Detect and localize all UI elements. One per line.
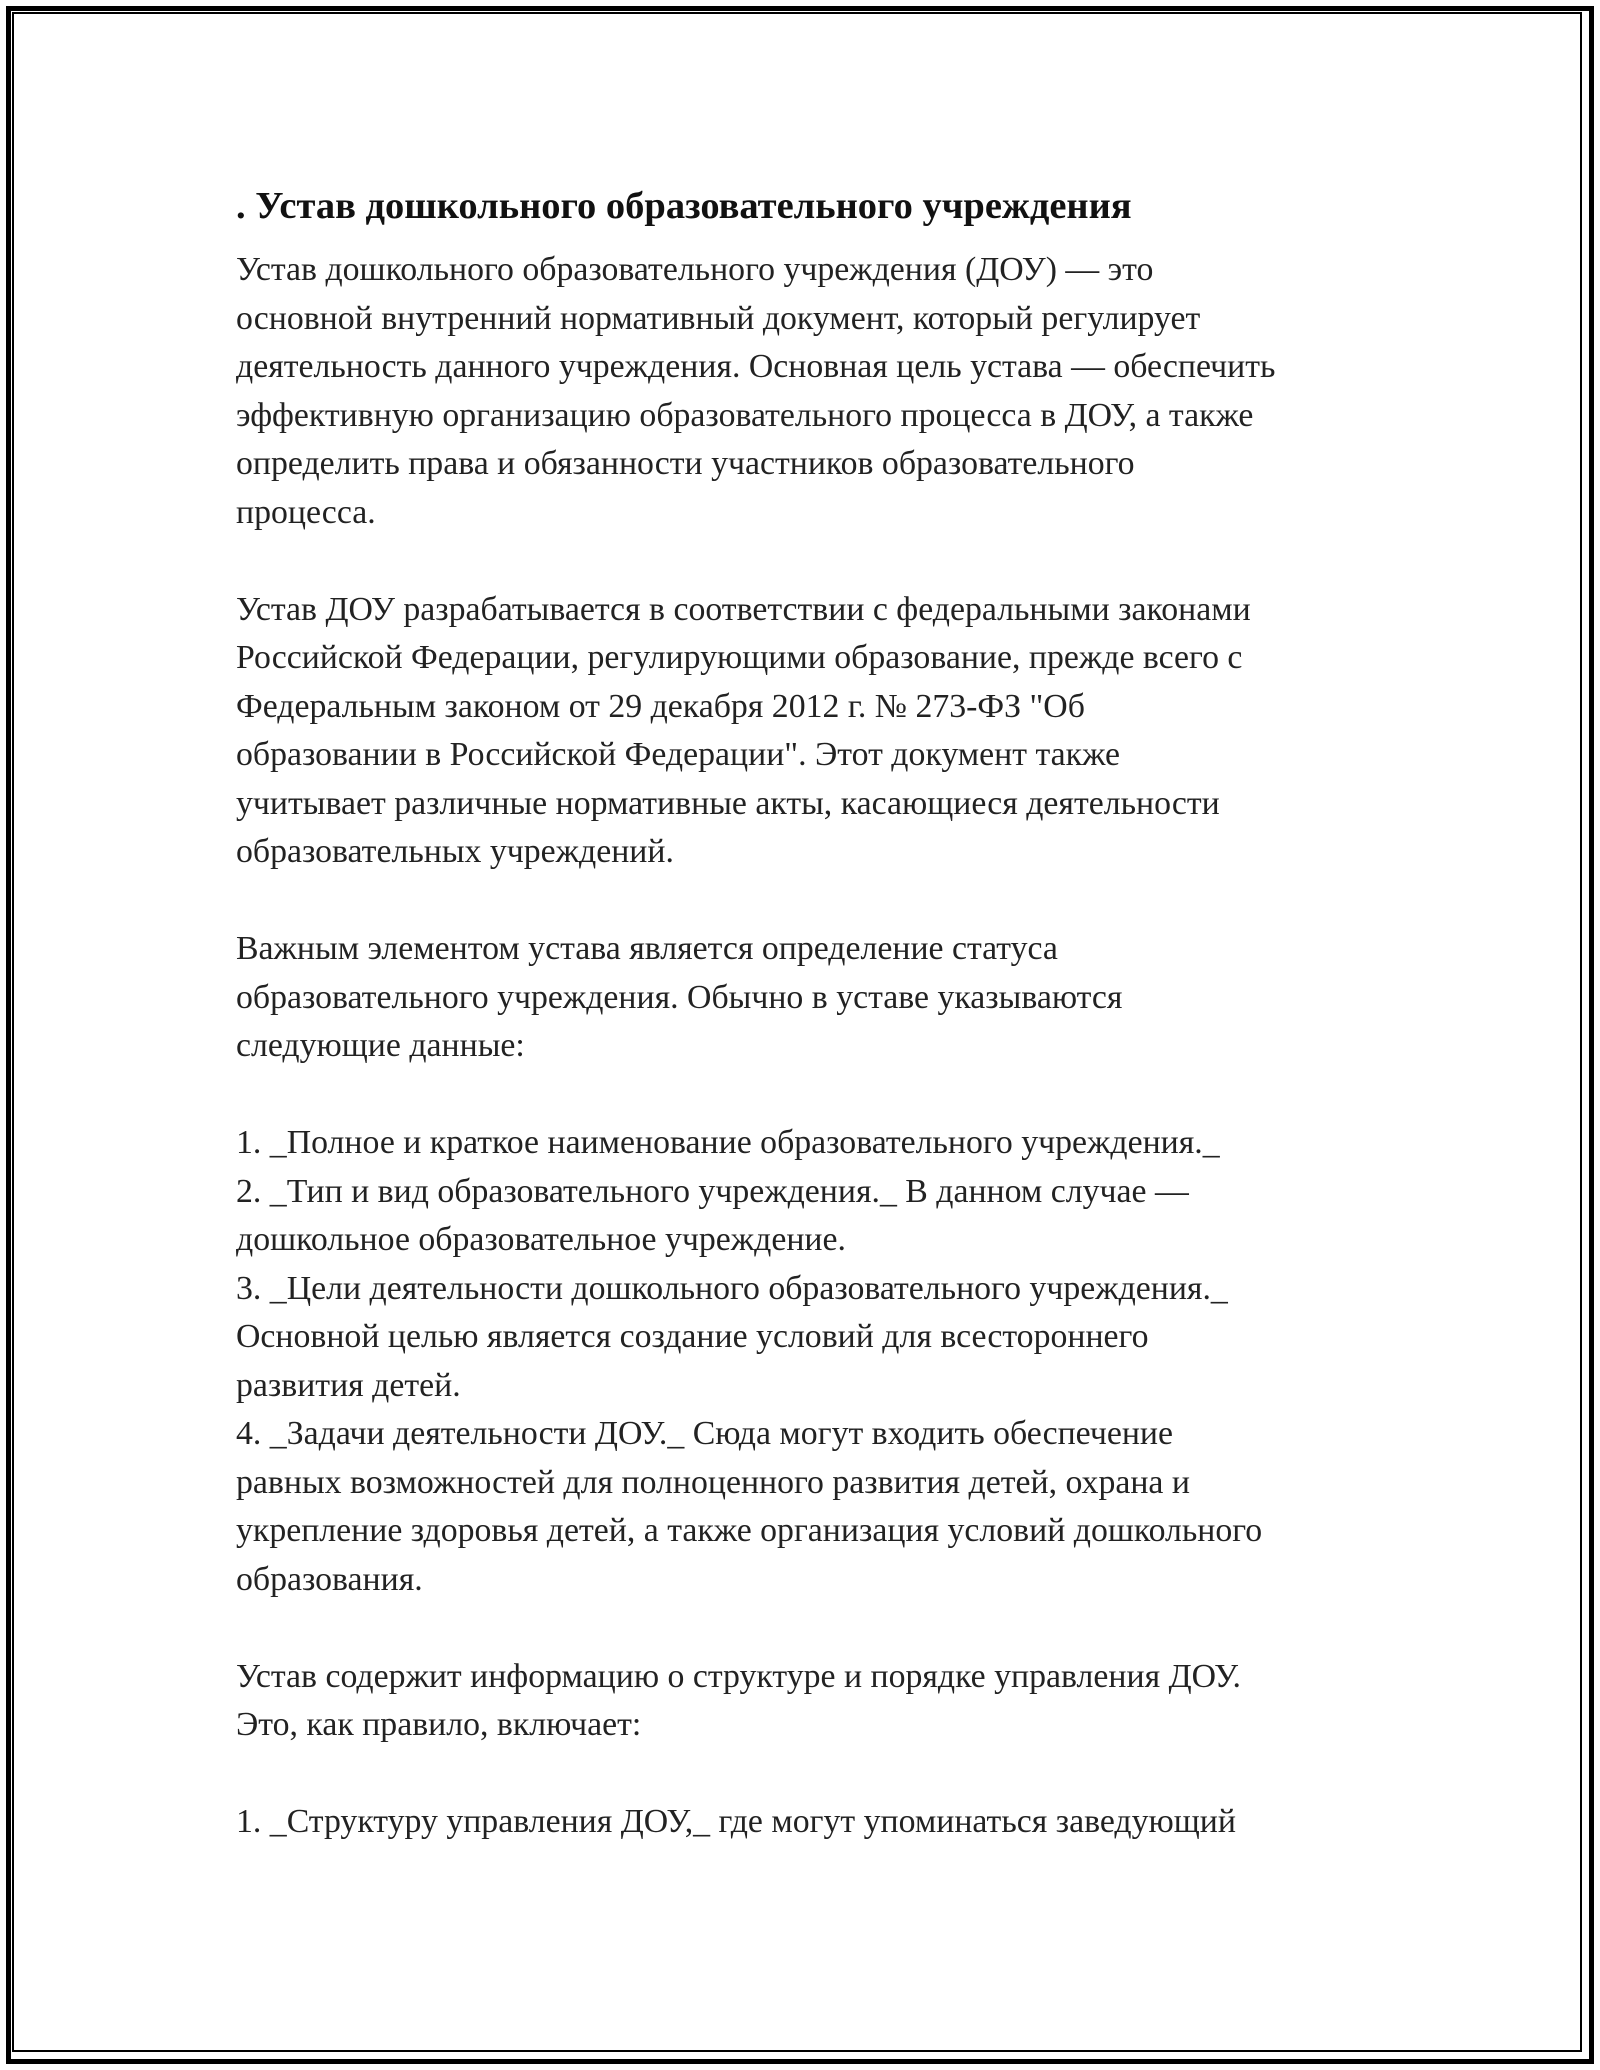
text-line: деятельность данного учреждения. Основная цель устава — обеспечить bbox=[236, 348, 1276, 385]
list-item-line: образования. bbox=[236, 1560, 423, 1598]
text-line: образовательных учреждений. bbox=[236, 833, 674, 870]
paragraph-intro bbox=[236, 246, 1386, 537]
text-line: образовании в Российской Федерации". Этот документ также bbox=[236, 736, 1120, 773]
list-item-line: равных возможностей для полноценного развития детей, охрана и bbox=[236, 1463, 1190, 1501]
paragraph-spacer bbox=[236, 1071, 1386, 1120]
text-line: Это, как правило, включает: bbox=[236, 1706, 642, 1743]
text-line: Российской Федерации, регулирующими образование, прежде всего с bbox=[236, 639, 1243, 676]
text-line: Федеральным законом от 29 декабря 2012 г. № 273-ФЗ "Об bbox=[236, 687, 1085, 725]
document-body bbox=[236, 178, 1386, 1847]
text-line: образовательного учреждения. Обычно в уставе указываются bbox=[236, 978, 1123, 1016]
text-line: Устав дошкольного образовательного учреждения (ДОУ) — это bbox=[236, 251, 1154, 288]
list-item-line: 1. _Полное и краткое наименование образовательного учреждения._ bbox=[236, 1124, 1220, 1161]
list-status-items bbox=[236, 1119, 1386, 1604]
text-line: следующие данные: bbox=[236, 1027, 525, 1064]
text-line: основной внутренний нормативный документ, который регулирует bbox=[236, 299, 1201, 337]
list-item-line: укрепление здоровья детей, а также организация условий дошкольного bbox=[236, 1512, 1263, 1549]
paragraph-spacer bbox=[236, 877, 1386, 926]
text-line: Устав содержит информацию о структуре и порядке управления ДОУ. bbox=[236, 1657, 1241, 1695]
list-item-line: 4. _Задачи деятельности ДОУ._ Сюда могут входить обеспечение bbox=[236, 1415, 1174, 1452]
text-line: процесса. bbox=[236, 493, 376, 531]
paragraph-legal-basis bbox=[236, 586, 1386, 877]
paragraph-management bbox=[236, 1653, 1386, 1750]
list-item-line: 3. _Цели деятельности дошкольного образовательного учреждения._ bbox=[236, 1269, 1228, 1307]
list-item-line: Основной целью является создание условий для всестороннего bbox=[236, 1318, 1149, 1355]
text-line: эффективную организацию образовательного процесса в ДОУ, а также bbox=[236, 396, 1254, 434]
text-line: Устав ДОУ разрабатывается в соответствии с федеральными законами bbox=[236, 590, 1251, 628]
paragraph-spacer bbox=[236, 1750, 1386, 1799]
text-line: учитывает различные нормативные акты, касающиеся деятельности bbox=[236, 784, 1220, 822]
text-line: Важным элементом устава является определение статуса bbox=[236, 930, 1058, 967]
list-item-line: 1. _Структуру управления ДОУ,_ где могут упоминаться заведующий bbox=[236, 1803, 1236, 1840]
list-item-line: развития детей. bbox=[236, 1366, 461, 1404]
paragraph-status bbox=[236, 925, 1386, 1071]
text-line: определить права и обязанности участников образовательного bbox=[236, 445, 1135, 482]
list-item-line: дошкольное образовательное учреждение. bbox=[236, 1221, 846, 1258]
paragraph-spacer bbox=[236, 537, 1386, 586]
document-title: . Устав дошкольного образовательного учреждения bbox=[236, 185, 1132, 227]
list-item-line: 2. _Тип и вид образовательного учреждения._ В данном случае — bbox=[236, 1172, 1189, 1210]
list-management-items bbox=[236, 1798, 1386, 1847]
paragraph-spacer bbox=[236, 1604, 1386, 1653]
